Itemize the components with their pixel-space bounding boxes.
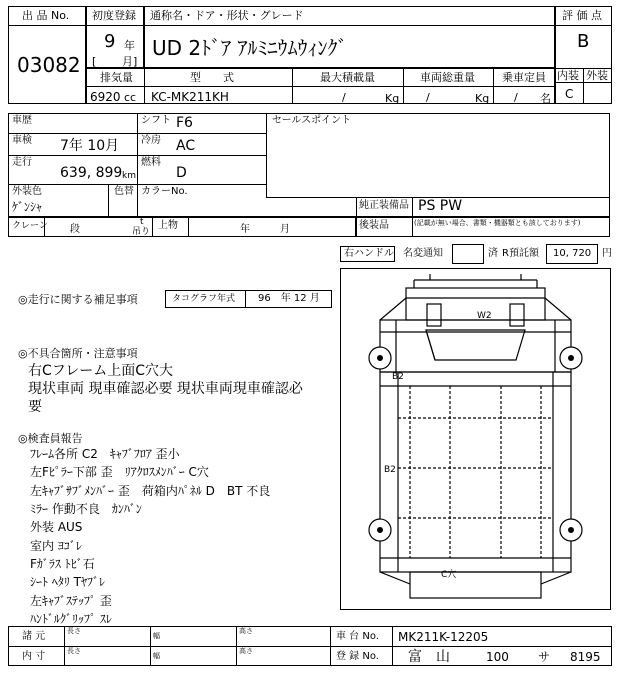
recycle-value: 10, 720 <box>553 248 592 259</box>
inspector-line-3: 左ｷｬﾌﾞｻﾌﾞﾒﾝﾊﾞｰ 歪 荷箱内ﾊﾟﾈﾙ D BT 不良 <box>30 484 271 498</box>
reg-label: 登 録 No. <box>336 651 379 662</box>
ac-value: AC <box>176 138 196 154</box>
gross-weight-label: 車両総重量 <box>420 71 475 84</box>
inspection-value: 7年 10月 <box>60 138 120 154</box>
crane-hang-label: 吊り <box>132 227 151 237</box>
inspector-line-9: 左ｷｬﾌﾞｽﾃｯﾌﾟ 歪 <box>30 594 112 608</box>
mileage-unit: km <box>122 171 136 181</box>
inner-length-label: 長さ <box>67 647 81 655</box>
mount-label: 上物 <box>158 220 178 231</box>
name-change-box <box>452 244 484 264</box>
inner-height-label: 高さ <box>239 647 253 655</box>
displacement-label: 排気量 <box>100 71 133 84</box>
color-change-label: 色替 <box>114 186 134 197</box>
first-reg-month-open: [ <box>92 55 97 68</box>
inspector-line-5: 外装 AUS <box>30 520 83 534</box>
max-load-label: 最大積載量 <box>320 71 375 84</box>
color-label: 外装色 <box>12 186 42 197</box>
inspector-line-2: 左Fﾋﾟﾗｰ下部 歪 ﾘｱｸﾛｽﾒﾝﾊﾞｰ C穴 <box>30 465 209 479</box>
damage-mark-b2-lower: B2 <box>384 465 396 475</box>
name-change-label: 名変通知 <box>403 248 443 259</box>
tachograph-value: 96 年 12 月 <box>258 293 320 304</box>
tax-mark: 済 <box>488 248 498 259</box>
equipment-value: PS PW <box>418 198 463 214</box>
crane-ton-label: t <box>140 217 144 227</box>
recycle-unit: 円 <box>602 248 612 259</box>
inspector-line-10: ﾊﾝﾄﾞﾙｸﾞﾘｯﾌﾟ ｽﾚ <box>30 612 112 626</box>
crane-row <box>8 217 356 237</box>
history-label: 車歴 <box>12 115 32 126</box>
capacity-unit: 名 <box>540 92 551 105</box>
defect-line-2: 現状車両 現車確認必要 現状車両現車確認必 <box>28 381 303 397</box>
aftermarket-note: (記載が無い場合、書類・機器類とも該しております) <box>414 219 581 227</box>
inspector-line-8: ｼｰﾄ ﾍﾀﾘ Tﾔﾌﾞﾚ <box>30 575 105 589</box>
displacement-value: 6920 <box>90 90 121 104</box>
lot-number: 03082 <box>17 53 81 77</box>
vehicle-name-label: 通称名・ドア・形状・グレード <box>150 9 304 22</box>
inner-label: 内 寸 <box>22 651 46 662</box>
lot-label: 出 品 No. <box>22 9 70 22</box>
crane-stage-label: 段 <box>70 224 80 235</box>
truck-diagram <box>340 268 611 610</box>
shift-value: F6 <box>176 115 193 131</box>
exterior-label: 外装 <box>586 69 608 82</box>
capacity-label: 乗車定員 <box>502 71 546 84</box>
ac-label: 冷房 <box>141 135 161 146</box>
first-reg-year: 9 <box>104 31 116 52</box>
fuel-value: D <box>176 165 187 181</box>
damage-mark-w2: W2 <box>477 311 492 321</box>
chassis-label: 車 台 No. <box>336 631 379 642</box>
first-reg-label: 初度登録 <box>92 9 136 22</box>
inspector-line-6: 室内 ﾖｺﾞﾚ <box>30 539 82 553</box>
handle-text: 右ハンドル <box>344 248 394 259</box>
dims-label: 諸 元 <box>22 631 46 642</box>
reg-number: 8195 <box>570 650 601 664</box>
shift-label: シフト <box>141 115 171 126</box>
vehicle-name: UD 2ﾄﾞｱ ｱﾙﾐﾆｳﾑｳｨﾝｸﾞ <box>152 36 348 60</box>
mount-year-label: 年 <box>240 224 250 235</box>
reg-class: 100 <box>486 650 509 664</box>
sales-point-label: セールスポイント <box>272 115 352 126</box>
model-value: KC-MK211KH <box>151 90 229 104</box>
gross-weight-unit: Kg <box>475 92 490 105</box>
dims-width-label: 幅 <box>153 632 160 640</box>
dims-length-label: 長さ <box>67 627 81 635</box>
cargo-box-outline <box>380 372 571 572</box>
fuel-label: 燃料 <box>141 157 161 168</box>
aftermarket-label: 後装品 <box>359 220 389 231</box>
defect-line-1: 右Cフレーム上面C穴大 <box>28 363 173 379</box>
supplement-title: ◎走行に関する補足事項 <box>18 293 138 306</box>
capacity-sep: / <box>514 91 518 104</box>
inspector-line-1: ﾌﾚｰﾑ各所 C2 ｷｬﾌﾞﾌﾛｱ 歪小 <box>30 447 180 461</box>
defects-title: ◎不具合箇所・注意事項 <box>18 347 138 360</box>
recycle-label: R預託額 <box>502 248 539 259</box>
dims-height-label: 高さ <box>239 627 253 635</box>
color-no-label: カラーNo. <box>141 186 188 197</box>
inner-width-label: 幅 <box>153 652 160 660</box>
inspector-line-7: Fｶﾞﾗｽ ﾄﾋﾞ石 <box>30 557 95 571</box>
damage-mark-c-hole: C穴 <box>441 570 457 580</box>
inspector-line-4: ﾐﾗｰ 作動不良 ｶﾝﾊﾞﾝ <box>30 502 142 516</box>
eval-score: B <box>577 31 590 52</box>
gross-weight-sep: / <box>426 91 430 104</box>
first-reg-year-unit: 年 <box>124 39 135 52</box>
crane-label: クレーン <box>12 221 48 231</box>
mileage-value: 639, 899 <box>60 165 123 181</box>
max-load-sep: / <box>342 91 346 104</box>
reg-region: 富 山 <box>408 649 450 665</box>
tachograph-label: タコグラフ年式 <box>172 294 236 304</box>
color-value: ｹﾞﾝｼｬ <box>12 200 43 214</box>
eval-label: 評 価 点 <box>562 9 602 22</box>
interior-score: C <box>565 87 574 101</box>
reg-kana: サ <box>538 650 551 664</box>
max-load-unit: Kg <box>385 92 400 105</box>
equipment-label: 純正装備品 <box>359 200 409 211</box>
inspection-label: 車検 <box>12 135 32 146</box>
mount-month-label: 月 <box>280 224 290 235</box>
inspector-title: ◎検査員報告 <box>18 432 83 445</box>
first-reg-month-unit: 月] <box>122 55 138 68</box>
interior-label: 内装 <box>557 69 579 82</box>
chassis-value: MK211K-12205 <box>398 630 489 644</box>
displacement-unit: cc <box>124 91 137 104</box>
defect-line-3: 要 <box>28 399 42 415</box>
mileage-label: 走行 <box>12 157 32 168</box>
damage-mark-b2-upper: B2 <box>392 372 404 382</box>
model-label: 型 式 <box>190 71 234 84</box>
